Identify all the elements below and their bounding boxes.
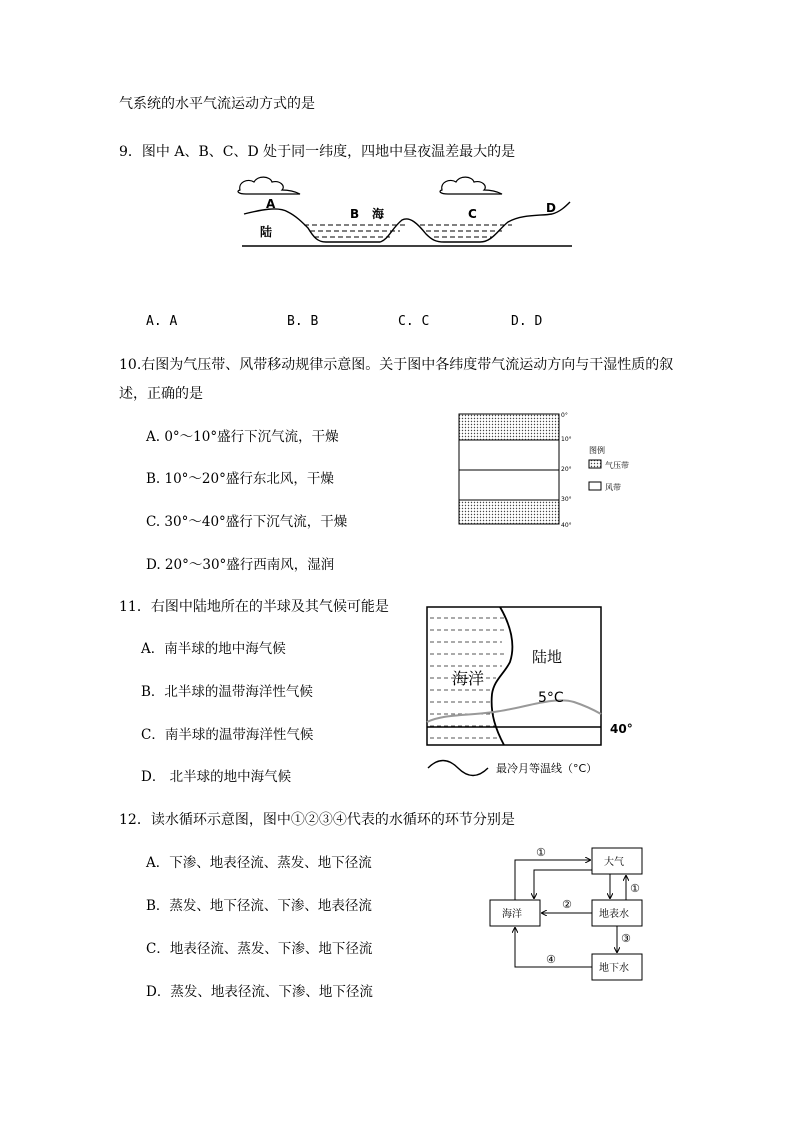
q12-option-d: D．蒸发、地表径流、下渗、地下径流 [146, 984, 373, 1000]
q12-num-1: ① [536, 846, 546, 859]
lat-label-40: 40° [561, 522, 572, 529]
q9-label-c: C [468, 207, 477, 221]
q12-option-b: B．蒸发、地下径流、下渗、地表径流 [146, 898, 372, 914]
lat-label-10: 10° [561, 436, 572, 443]
q9-option-d: D. D [511, 314, 543, 329]
q10-option-c: C. 30°～40°盛行下沉气流，干燥 [146, 514, 348, 530]
q12-num-3: ③ [621, 932, 631, 945]
pressure-band-top [459, 414, 559, 440]
q9-label-sea: 海 [372, 207, 385, 221]
q12-num-4: ④ [546, 953, 556, 966]
sea-dashes-left [304, 225, 408, 237]
q10-option-a: A. 0°～10°盛行下沉气流，干燥 [146, 429, 339, 445]
q10-stem-line1: 10.右图为气压带、风带移动规律示意图。关于图中各纬度带气流运动方向与干湿性质的叙 [119, 357, 674, 373]
sea-dashes-right [420, 225, 512, 237]
q11-figure [424, 604, 644, 784]
legend-pressure-label: 气压带 [605, 461, 629, 470]
q12-surface-water: 地表水 [599, 909, 629, 920]
intro-line: 气系统的水平气流运动方式的是 [119, 96, 315, 112]
cloud-icon-right [440, 177, 502, 194]
q10-option-b: B. 10°～20°盛行东北风，干燥 [146, 471, 334, 487]
terrain-profile [244, 202, 570, 242]
q9-option-b: B. B [287, 314, 319, 329]
q10-stem-line2: 述，正确的是 [119, 386, 203, 402]
q9-label-land: 陆 [260, 225, 273, 239]
q9-stem: 9．图中 A、B、C、D 处于同一纬度，四地中昼夜温差最大的是 [119, 144, 516, 160]
q12-figure [488, 842, 648, 982]
q11-option-a: A．南半球的地中海气候 [141, 641, 286, 657]
q9-label-b: B [350, 207, 360, 221]
q12-num-1b: ① [630, 882, 640, 895]
legend-wave-icon [428, 761, 488, 776]
q12-num-2: ② [562, 898, 572, 911]
q12-option-a: A．下渗、地表径流、蒸发、地下径流 [146, 855, 372, 871]
q11-stem: 11．右图中陆地所在的半球及其气候可能是 [119, 599, 389, 615]
lat-label-20: 20° [561, 466, 572, 473]
q9-option-c: C. C [398, 314, 430, 329]
q11-land-label: 陆地 [532, 648, 563, 666]
q12-option-c: C．地表径流、蒸发、下渗、地下径流 [146, 941, 373, 957]
q9-label-a: A [266, 197, 276, 211]
q11-option-c: C．南半球的温带海洋性气候 [141, 727, 314, 743]
legend-pressure-swatch [589, 460, 601, 468]
q9-figure [230, 172, 575, 252]
legend-wind-swatch [589, 482, 601, 490]
q11-legend-label: 最冷月等温线（°C） [496, 762, 598, 775]
q11-ocean-label: 海洋 [452, 669, 485, 688]
q12-stem: 12．读水循环示意图，图中①②③④代表的水循环的环节分别是 [119, 812, 515, 828]
legend-title: 图例 [589, 446, 605, 455]
cloud-icon-left [238, 177, 300, 194]
lat-label-30: 30° [561, 496, 572, 503]
q12-atmosphere: 大气 [604, 857, 624, 868]
q11-option-d: D． 北半球的地中海气候 [141, 769, 292, 785]
q9-option-a: A. A [146, 314, 178, 329]
q9-label-d: D [546, 201, 556, 215]
q10-option-d: D. 20°～30°盛行西南风，湿润 [146, 557, 335, 573]
wind-band-lower [459, 470, 559, 500]
q10-figure [455, 408, 645, 528]
q12-groundwater: 地下水 [599, 963, 629, 974]
lat-label-0: 0° [561, 412, 568, 419]
q11-isotherm-label: 5°C [538, 690, 564, 706]
q11-option-b: B．北半球的温带海洋性气候 [141, 684, 313, 700]
wind-band-upper [459, 440, 559, 470]
legend-wind-label: 风带 [605, 483, 621, 492]
q12-ocean: 海洋 [502, 909, 522, 920]
pressure-band-bottom [459, 500, 559, 524]
q11-latitude-label: 40° [610, 722, 633, 736]
